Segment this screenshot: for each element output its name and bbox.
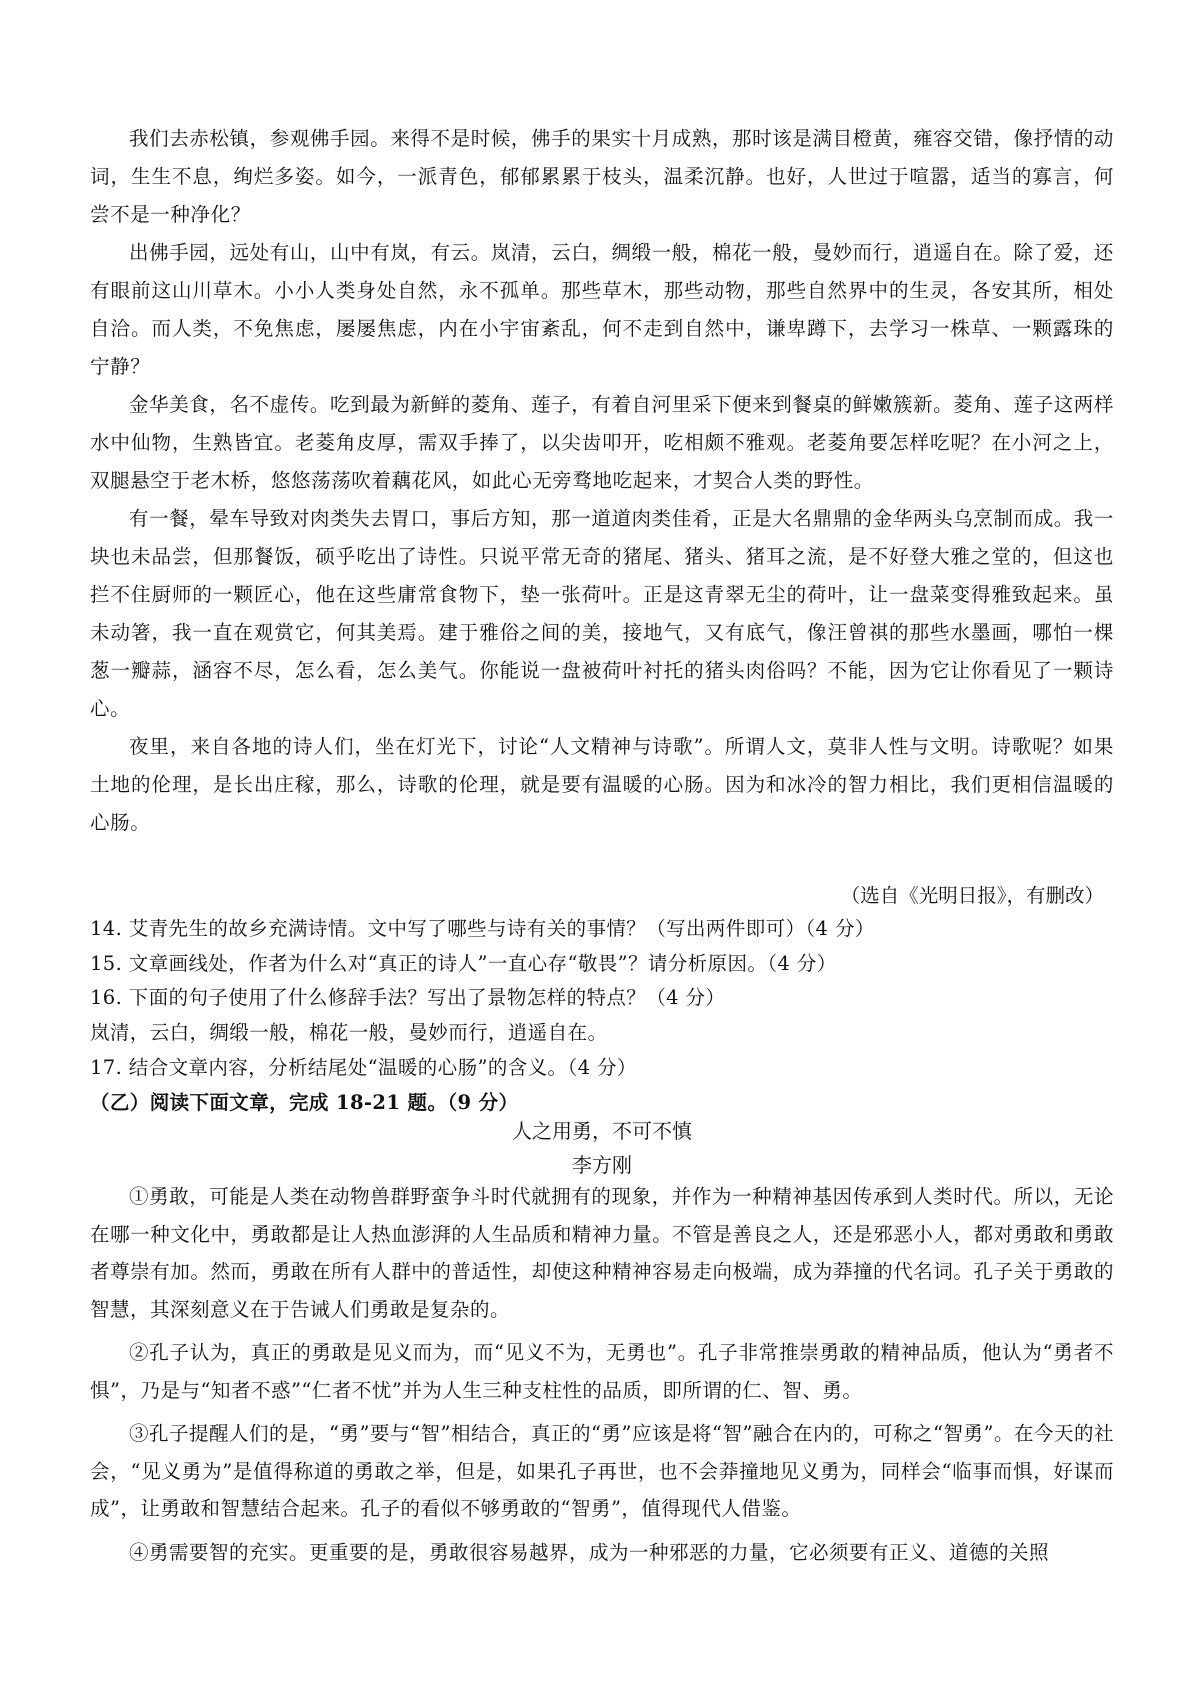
essay-paragraph-3: ③孔子提醒人们的是，“勇”要与“智”相结合，真正的“勇”应该是将“智”融合在内的，可称之“智勇”。在今天的社会，“见义勇为”是值得称道的勇敢之举，但是，如果孔子再世，也不会莽撞地见义勇为，同样会“临事而惧，好谋而成”，让勇敢和智慧结合起来。孔子的看似不够勇敢的“智勇”，值得现代人借鉴。 xyxy=(90,1422,1114,1520)
essay-author: 李方刚 xyxy=(572,1153,632,1177)
question-15: 15. 文章画线处，作者为什么对“真正的诗人”一直心存“敬畏”？请分析原因。（4 分） xyxy=(90,951,837,975)
essay-paragraph-4: ④勇需要智的充实。更重要的是，勇敢很容易越界，成为一种邪恶的力量，它必须要有正义、道德的关照 xyxy=(129,1540,1050,1564)
essay-paragraph-1: ①勇敢，可能是人类在动物兽群野蛮争斗时代就拥有的现象，并作为一种精神基因传承到人类时代。所以，无论在哪一种文化中，勇敢都是让人热血澎湃的人生品质和精神力量。不管是善良之人，还是邪恶小人，都对勇敢和勇敢者尊崇有加。然而，勇敢在所有人群中的普适性，却使这种精神容易走向极端，成为莽撞的代名词。孔子关于勇敢的智慧，其深刻意义在于告诫人们勇敢是复杂的。 xyxy=(90,1185,1114,1321)
essay-title: 人之用勇，不可不慎 xyxy=(512,1119,692,1143)
passage-paragraph-5: 夜里，来自各地的诗人们，坐在灯光下，讨论“人文精神与诗歌”。所谓人文，莫非人性与文明。诗歌呢？如果土地的伦理，是长出庄稼，那么，诗歌的伦理，就是要有温暖的心肠。因为和冰冷的智力相比，我们更相信温暖的心肠。 xyxy=(90,735,1114,834)
essay-body xyxy=(90,1178,1114,1577)
essay-title-block xyxy=(90,1114,1114,1182)
passage-paragraph-1: 我们去赤松镇，参观佛手园。来得不是时候，佛手的果实十月成熟，那时该是满目橙黄，雍容交错，像抒情的动词，生生不息，绚烂多姿。如今，一派青色，郁郁累累于枝头，温柔沉静。也好，人世过于喧嚣，适当的寡言，何尝不是一种净化？ xyxy=(90,127,1114,226)
passage-paragraph-4: 有一餐，晕车导致对肉类失去胃口，事后方知，那一道道肉类佳肴，正是大名鼎鼎的金华两头乌烹制而成。我一块也未品尝，但那餐饭，硕乎吃出了诗性。只说平常无奇的猪尾、猪头、猪耳之流，是不好登大雅之堂的，但这也拦不住厨师的一颗匠心，他在这些庸常食物下，垫一张荷叶。正是这青翠无尘的荷叶，让一盘菜变得雅致起来。虽未动箸，我一直在观赏它，何其美焉。建于雅俗之间的美，接地气，又有底气，像汪曾祺的那些水墨画，哪怕一棵葱一瓣蒜，涵容不尽，怎么看，怎么美气。你能说一盘被荷叶衬托的猪头肉俗吗？不能，因为它让你看见了一颗诗心。 xyxy=(90,507,1114,720)
passage-paragraph-2: 出佛手园，远处有山，山中有岚，有云。岚清，云白，绸缎一般，棉花一般，曼妙而行，逍遥自在。除了爱，还有眼前这山川草木。小小人类身处自然，永不孤单。那些草木，那些动物，那些自然界中的生灵，各安其所，相处自洽。而人类，不免焦虑，屡屡焦虑，内在小宇宙紊乱，何不走到自然中，谦卑蹲下，去学习一株草、一颗露珠的宁静？ xyxy=(90,241,1114,378)
question-17: 17. 结合文章内容，分析结尾处“温暖的心肠”的含义。（4 分） xyxy=(90,1055,637,1079)
reading-passage xyxy=(90,120,1114,842)
question-16-sentence: 岚清，云白，绸缎一般，棉花一般，曼妙而行，逍遥自在。 xyxy=(90,1021,608,1045)
question-14: 14. 艾青先生的故乡充满诗情。文中写了哪些与诗有关的事情？（写出两件即可）（4 分） xyxy=(90,917,875,940)
passage-paragraph-3: 金华美食，名不虚传。吃到最为新鲜的菱角、莲子，有着自河里采下便来到餐桌的鲜嫩簇新。菱角、莲子这两样水中仙物，生熟皆宜。老菱角皮厚，需双手捧了，以尖齿叩开，吃相颇不雅观。老菱角要怎样吃呢？在小河之上，双腿悬空于老木桥，悠悠荡荡吹着藕花风，如此心无旁骛地吃起来，才契合人类的野性。 xyxy=(90,393,1114,492)
question-list xyxy=(90,912,1114,1120)
question-16: 16. 下面的句子使用了什么修辞手法？写出了景物怎样的特点？（4 分） xyxy=(90,986,726,1010)
section-b-heading: （乙）阅读下面文章，完成 18-21 题。（9 分） xyxy=(90,1090,519,1114)
passage-source: （选自《光明日报》，有删改） xyxy=(840,884,1104,907)
essay-paragraph-2: ②孔子认为，真正的勇敢是见义而为，而“见义不为，无勇也”。孔子非常推崇勇敢的精神品质，他认为“勇者不惧”，乃是与“知者不惑”“仁者不忧”并为人生三种支柱性的品质，即所谓的仁、智、勇。 xyxy=(90,1341,1114,1402)
